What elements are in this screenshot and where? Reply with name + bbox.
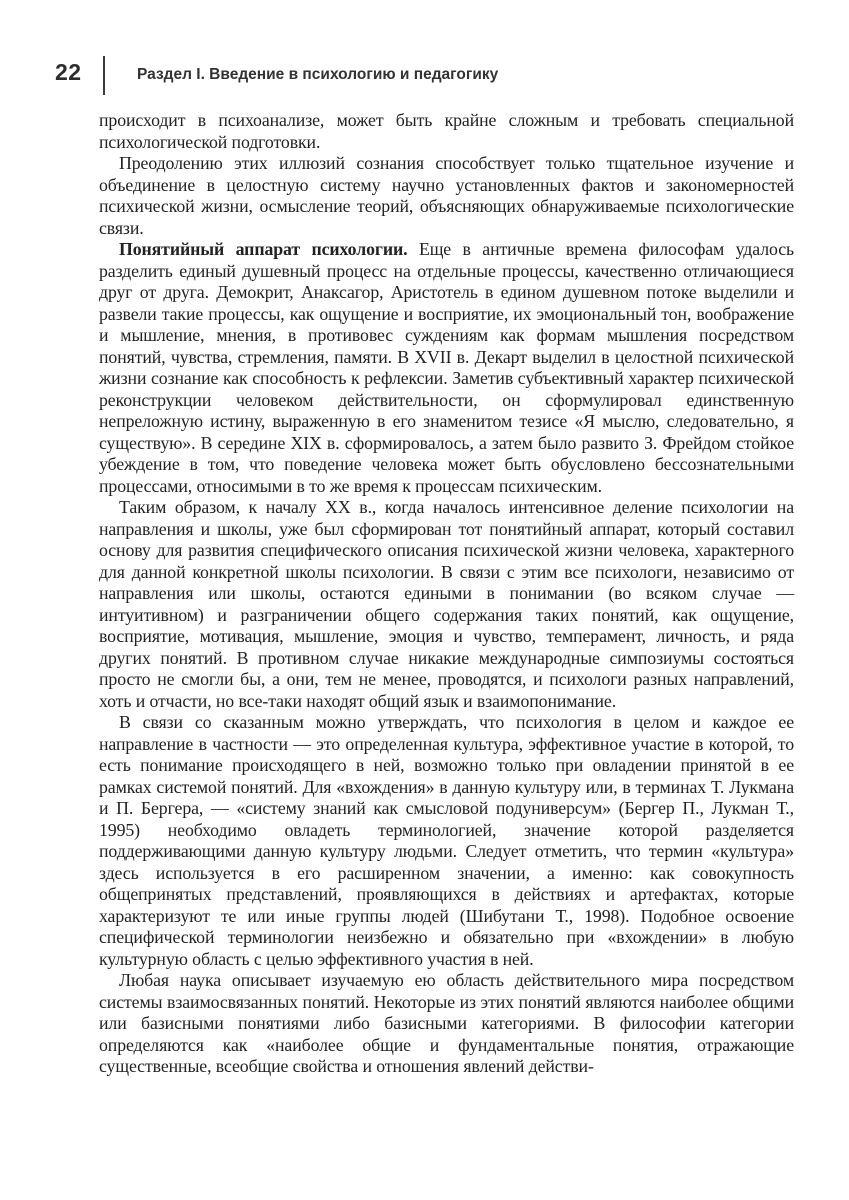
page-number: 22 <box>55 59 82 85</box>
paragraph-text: В связи со сказанным можно утверждать, что психология в целом и каждое ее направление в частности — это определенная культура, эффективное участие в которой, то есть понимание происходящего в ней, возможно только при овладении принятой в ее рамках системой понятий. Для «вхождения» в данную культуру или, в терминах Т. Лукмана и П. Бергера, — «систему знаний как смысловой подуниверсум» (Бергер П., Лукман Т., 1995) необходимо овладеть терминологией, значение которой разделяется поддерживающими данную культуру людьми. Следует отметить, что термин «культура» здесь используется в его расширенном значении, а именно: как совокупность общепринятых представлений, проявляющихся в действиях и артефактах, которые характеризуют те или иные группы людей (Шибутани Т., 1998). Подобное освоение специфической терминологии неизбежно и обязательно при «вхождении» в любую культурную область с целью эффективного участия в ней. <box>99 712 794 969</box>
paragraph <box>99 712 794 970</box>
paragraph <box>99 497 794 712</box>
paragraph-text: Любая наука описывает изучаемую ею область действительного мира посредством системы взаимосвязанных понятий. Некоторые из этих понятий являются наиболее общими или базисными понятиями либо базисными категориями. В философии категории определяются как «наиболее общие и фундаментальные понятия, отражающие существенные, всеобщие свойства и отношения явлений действи- <box>99 970 794 1076</box>
paragraph-text: Преодолению этих иллюзий сознания способствует только тщательное изучение и объединение в целостную систему научно установленных фактов и закономерностей психической жизни, осмысление теорий, объясняющих обнаруживаемые психологические связи. <box>99 153 794 238</box>
paragraph-lead-bold: Понятийный аппарат психологии. <box>119 239 408 259</box>
paragraph-continuation <box>99 110 794 153</box>
paragraph-text: происходит в психоанализе, может быть крайне сложным и требовать специальной психологической подготовки. <box>99 110 794 152</box>
paragraph-cut-at-page-end <box>99 970 794 1078</box>
section-title: Раздел I. Введение в психологию и педагогику <box>137 66 499 83</box>
paragraph-text: Таким образом, к началу XX в., когда началось интенсивное деление психологии на направления и школы, уже был сформирован тот понятийный аппарат, который составил основу для развития специфического описания психической жизни человека, характерного для данной конкретной школы психологии. В связи с этим все психологи, независимо от направления или школы, остаются едиными в понимании (во всяком случае — интуитивном) и разграничении общего содержания таких понятий, как ощущение, восприятие, мотивация, мышление, эмоция и чувство, темперамент, личность, и ряда других понятий. В противном случае никакие международные симпозиумы состояться просто не смогли бы, а они, тем не менее, проводятся, и психологи разных направлений, хоть и отчасти, но все-таки находят общий язык и взаимопонимание. <box>99 497 794 711</box>
page-body <box>99 110 794 1078</box>
paragraph <box>99 153 794 239</box>
paragraph-text: Еще в античные времена философам удалось разделить единый душевный процесс на отдельные процессы, качественно отличающиеся друг от друга. Демокрит, Анаксагор, Аристотель в едином душевном потоке выделили и развели такие процессы, как ощущение и восприятие, их эмоциональный тон, воображение и мышление, мнения, в противовес суждениям как формам мышления посредством понятий, чувства, стремления, памяти. В XVII в. Декарт выделил в целостной психической жизни сознание как способность к рефлексии. Заметив субъективный характер психической реконструкции человеком действительности, он сформулировал единственную непреложную истину, выраженную в его знаменитом тезисе «Я мыслю, следовательно, я существую». В середине XIX в. сформировалось, а затем было развито З. Фрейдом стойкое убеждение в том, что поведение человека может быть обусловлено бессознательными процессами, относимыми в то же время к процессам психическим. <box>99 239 794 496</box>
header-divider <box>103 56 105 95</box>
paragraph-with-lead <box>99 239 794 497</box>
